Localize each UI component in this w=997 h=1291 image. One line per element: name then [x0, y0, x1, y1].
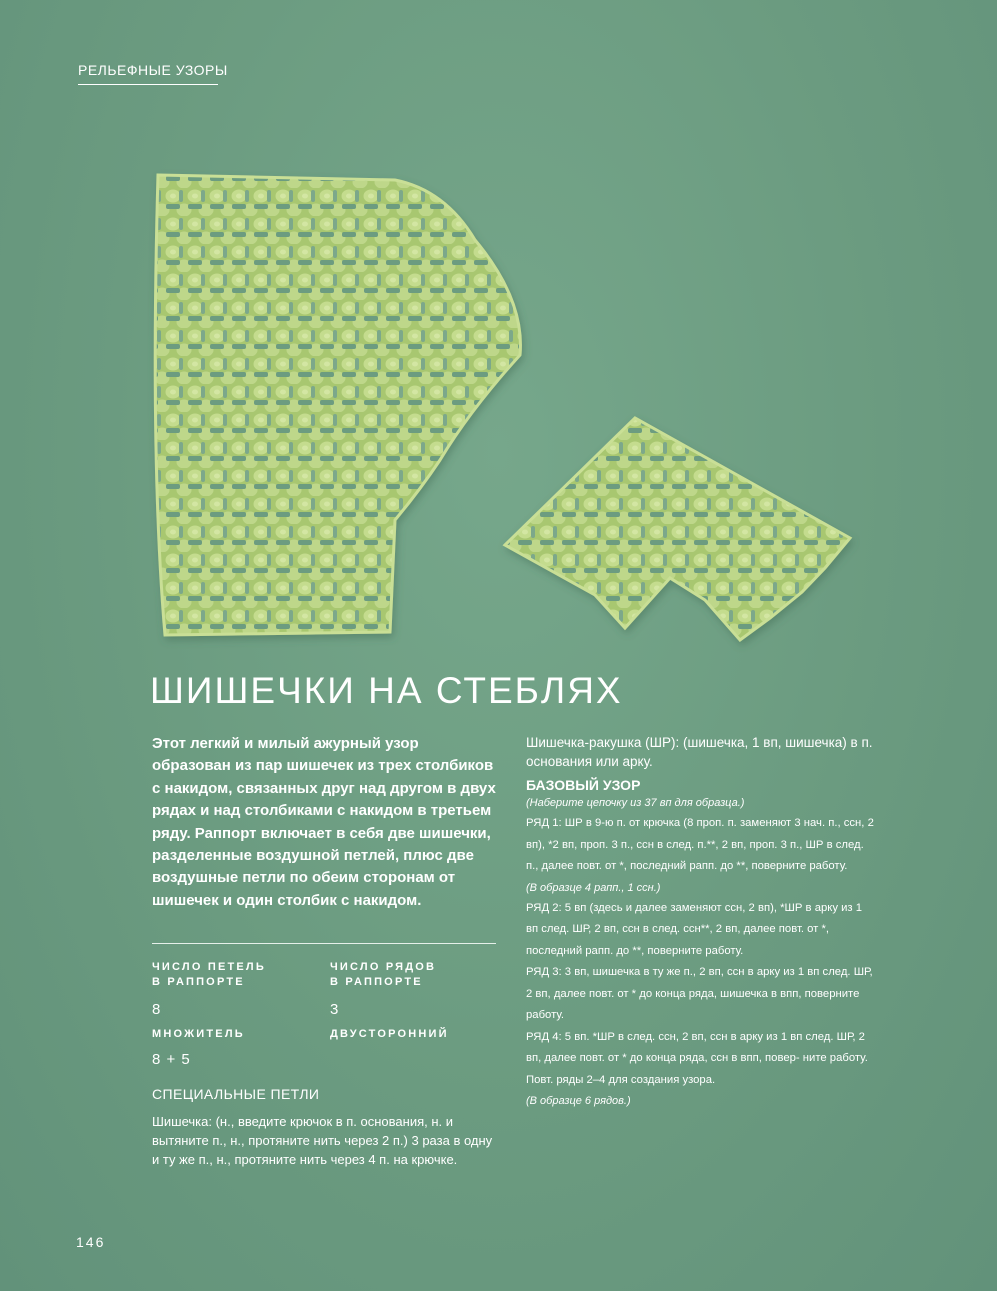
chain-note: (Наберите цепочку из 37 вп для образца.): [526, 797, 745, 809]
row-2-instructions: РЯД 2: 5 вп (здесь и далее заменяют ссн, 2 вп), *ШР в арку из 1 вп след. ШР, 2 вп, ссн в след. ссн**, 2 вп, далее повт. от *, последний рапп. до **, поверните работу.: [526, 901, 863, 957]
multiplier-value: 8 + 5: [152, 1051, 191, 1068]
special-stitches-text: Шишечка: (н., введите крючок в п. основания, н. и вытяните п., н., протяните нить через 2 п.) 3 раза в одну и ту же п., н., протяните нить через 4 п. на крючке.: [152, 1114, 493, 1167]
multiplier-label: МНОЖИТЕЛЬ: [152, 1028, 245, 1040]
repeat-count-note: (В образце 4 рапп., 1 ссн.): [526, 881, 661, 894]
intro-paragraph: Этот легкий и милый ажурный узор образован из пар шишечек из трех столбиков с накидом, связанных друг над другом в двух рядах и над столбиками с накидом в третьем ряду. Раппорт включает в себя две шишечки, разделенные воздушной петлей, плюс две воздушные петли по обеим сторонам от шишечек и один столбик с накидом.: [152, 735, 496, 909]
small-swatch: [505, 418, 850, 640]
divider: [152, 943, 496, 944]
row-4-instructions: РЯД 4: 5 вп. *ШР в след. ссн, 2 вп, ссн в арку из 1 вп след. ШР, 2 вп, далее повт. от * до конца ряда, ссн в впп, повер- ните работу.: [526, 1030, 868, 1064]
section-label: РЕЛЬЕФНЫЕ УЗОРЫ: [78, 62, 228, 78]
instructions-column: [526, 733, 876, 1111]
base-pattern-heading: БАЗОВЫЙ УЗОР: [526, 777, 641, 793]
reversible-label: ДВУСТОРОННИЙ: [330, 1028, 449, 1040]
crochet-swatches-photo: [140, 160, 860, 660]
stitches-per-repeat-label: [152, 960, 266, 990]
rows-label-line1: ЧИСЛО РЯДОВ: [330, 961, 437, 973]
rows-per-repeat-value: 3: [330, 1001, 340, 1018]
section-underline: [78, 84, 218, 85]
special-stitches-title: СПЕЦИАЛЬНЫЕ ПЕТЛИ: [152, 1086, 320, 1102]
shell-definition: Шишечка-ракушка (ШР): (шишечка, 1 вп, шишечка) в п. основания или арку.: [526, 735, 873, 769]
rows-label-line2: В РАППОРТЕ: [330, 976, 423, 988]
repeat-instructions: Повт. ряды 2–4 для создания узора.: [526, 1073, 716, 1086]
stitches-label-line2: В РАППОРТЕ: [152, 976, 245, 988]
row-3-instructions: РЯД 3: 3 вп, шишечка в ту же п., 2 вп, ссн в арку из 1 вп след. ШР, 2 вп, далее повт. от * до конца ряда, шишечка в впп, поверните работу.: [526, 966, 873, 1021]
rows-count-note: (В образце 6 рядов.): [526, 1095, 631, 1107]
stitches-label-line1: ЧИСЛО ПЕТЕЛЬ: [152, 961, 266, 973]
row-1-instructions: РЯД 1: ШР в 9-ю п. от крючка (8 проп. п. заменяют 3 нач. п., ссн, 2 вп), *2 вп, проп. 3 п., ссн в след. п.**, 2 вп, проп. 3 п., ШР в след. п., далее повт. от *, последний рапп. до **, поверните работу.: [526, 817, 874, 872]
page-number: 146: [76, 1234, 106, 1250]
stitches-per-repeat-value: 8: [152, 1001, 162, 1018]
pattern-title: ШИШЕЧКИ НА СТЕБЛЯХ: [150, 670, 623, 711]
rows-per-repeat-label: [330, 960, 436, 990]
large-swatch: [155, 175, 520, 635]
